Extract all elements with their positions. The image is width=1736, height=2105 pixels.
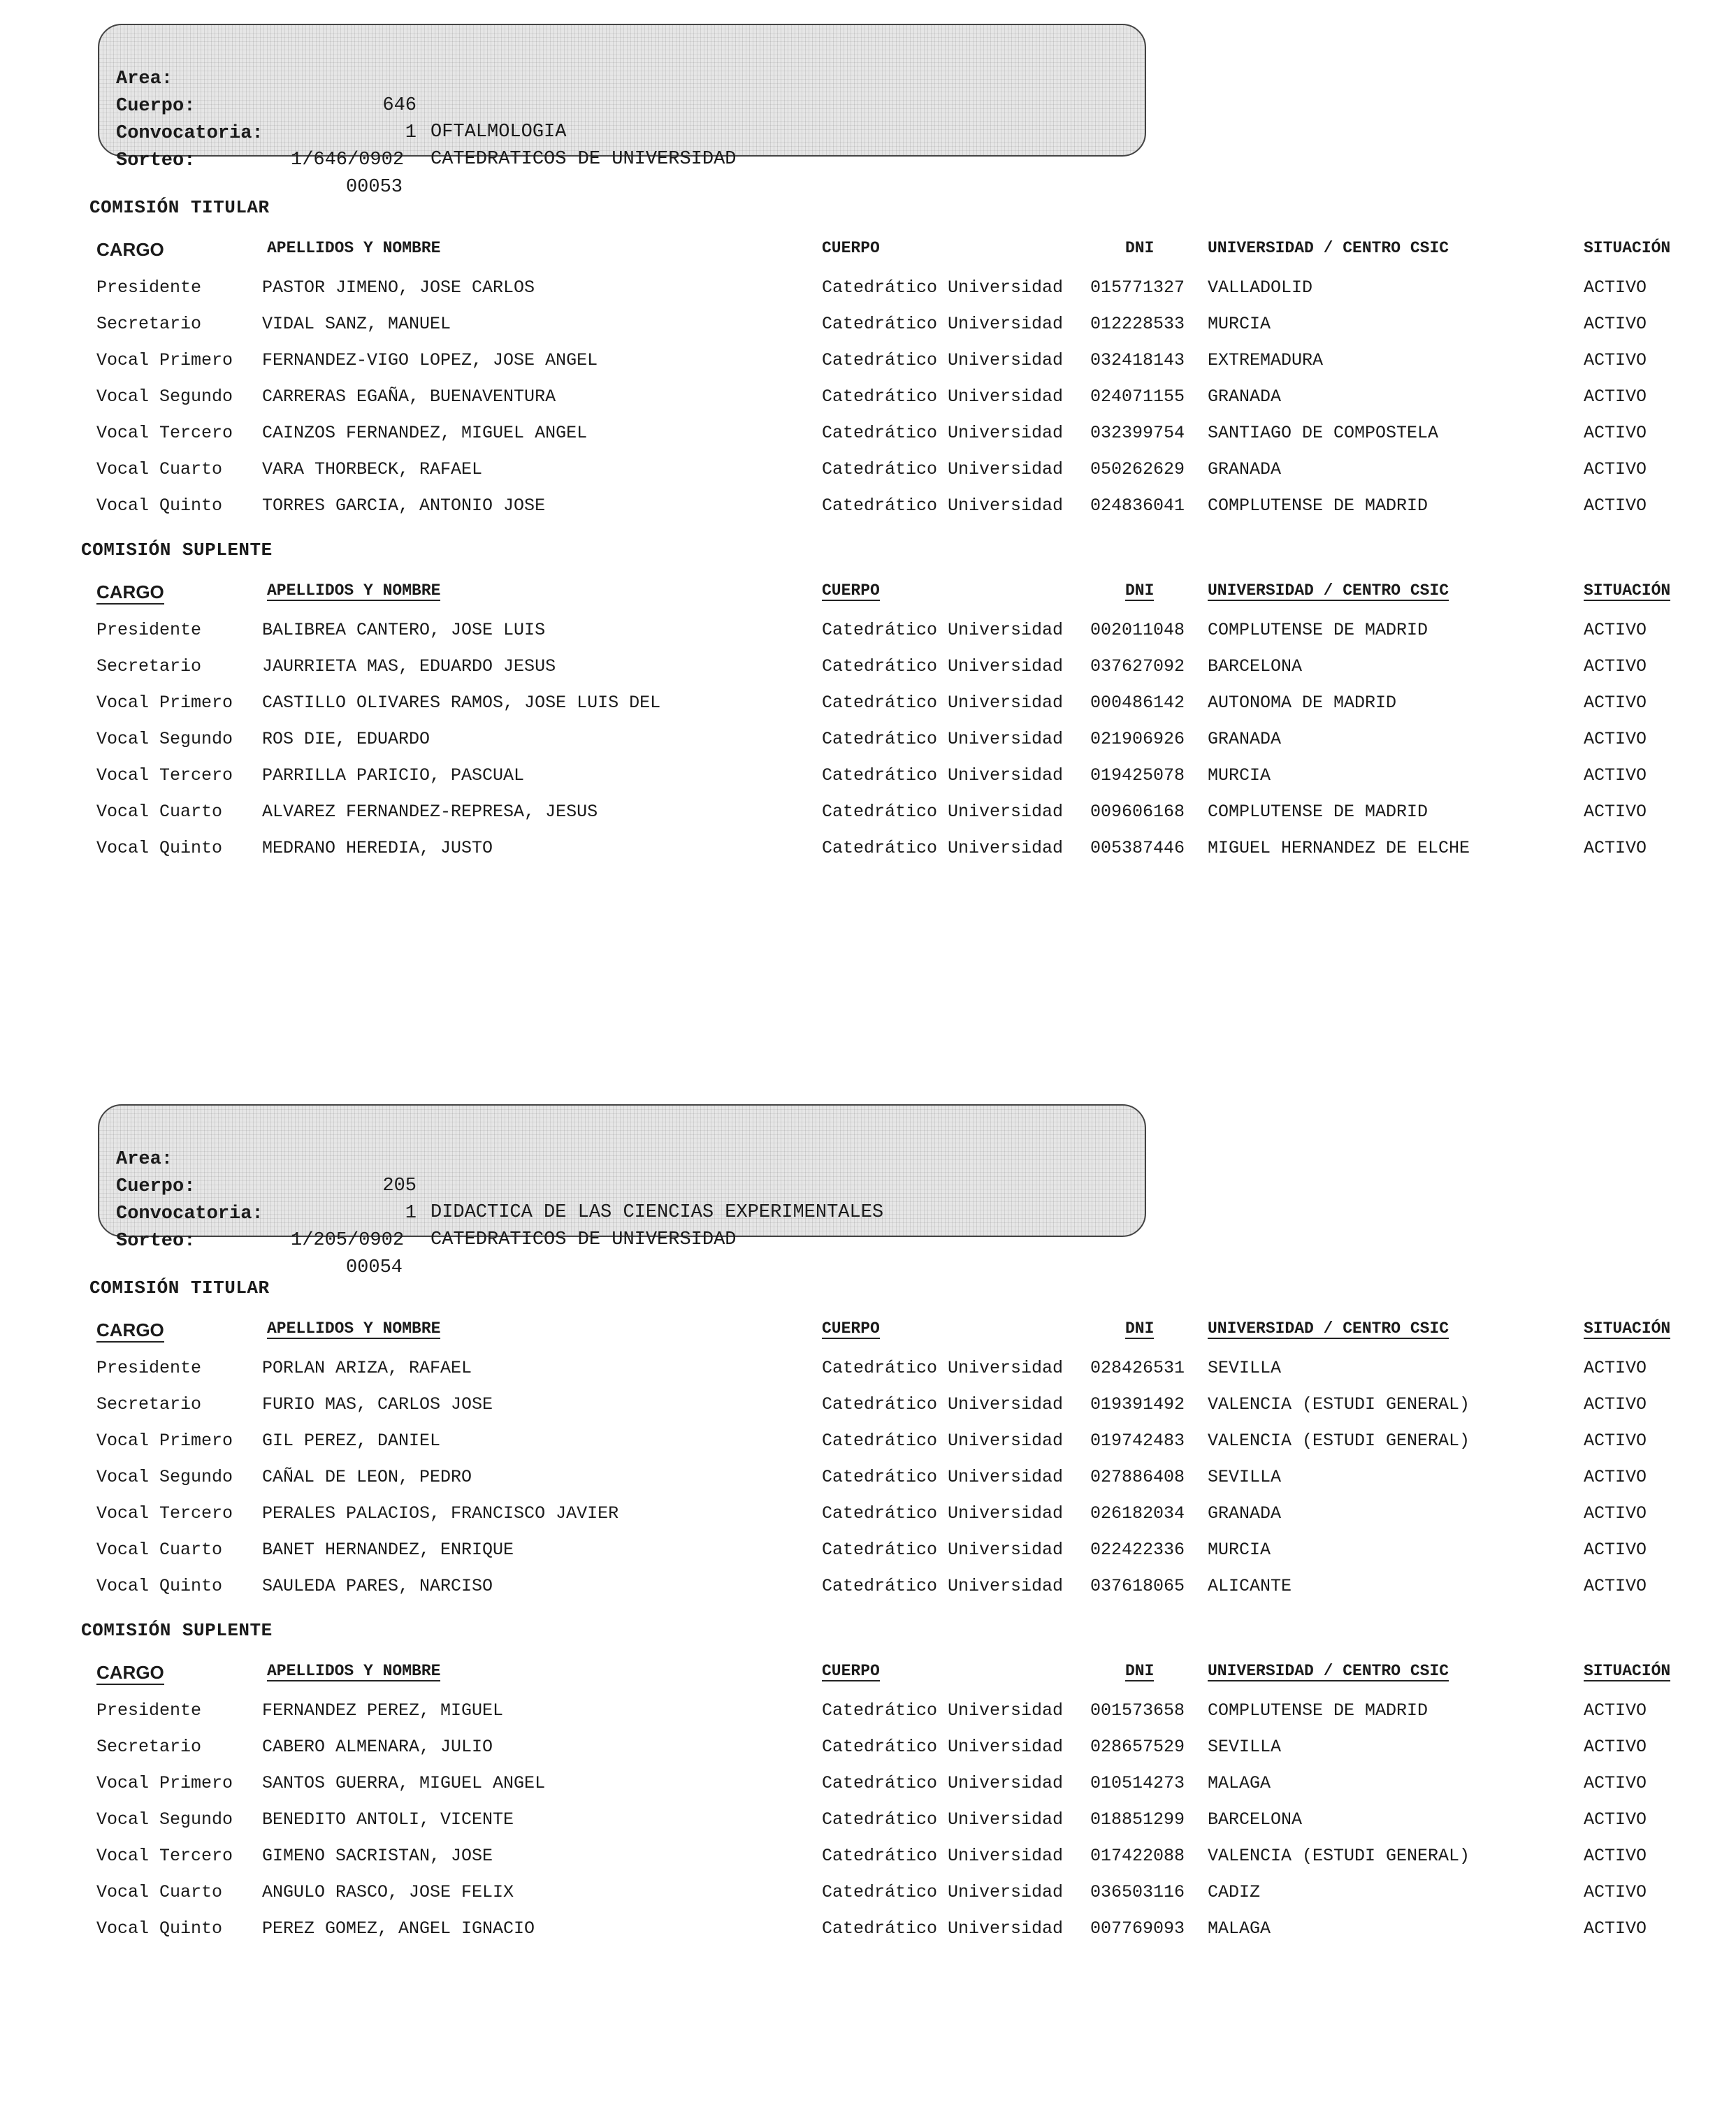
- cell-cargo: Presidente: [96, 620, 202, 640]
- cell-universidad: BARCELONA: [1208, 1809, 1303, 1830]
- cell-universidad: MIGUEL HERNANDEZ DE ELCHE: [1208, 838, 1470, 858]
- convocatoria-value: 1/205/0902: [291, 1230, 405, 1251]
- cell-dni: 032418143: [1090, 350, 1185, 370]
- table-row: [0, 834, 1736, 862]
- cell-cargo: Vocal Primero: [96, 693, 233, 713]
- cell-universidad: MALAGA: [1208, 1773, 1271, 1793]
- table-row: [0, 1427, 1736, 1455]
- cell-cuerpo: Catedrático Universidad: [822, 350, 1064, 370]
- cell-situacion: ACTIVO: [1584, 1846, 1647, 1866]
- cell-dni: 024071155: [1090, 386, 1185, 407]
- cell-universidad: SEVILLA: [1208, 1737, 1282, 1757]
- cell-cuerpo: Catedrático Universidad: [822, 1467, 1064, 1487]
- cell-nombre: VIDAL SANZ, MANUEL: [262, 314, 451, 334]
- cell-universidad: COMPLUTENSE DE MADRID: [1208, 802, 1428, 822]
- cell-cargo: Vocal Segundo: [96, 729, 233, 749]
- cell-universidad: GRANADA: [1208, 459, 1282, 479]
- cuerpo-name: CATEDRATICOS DE UNIVERSIDAD: [431, 149, 737, 170]
- cell-nombre: CAINZOS FERNANDEZ, MIGUEL ANGEL: [262, 423, 588, 443]
- cell-cuerpo: Catedrático Universidad: [822, 802, 1064, 822]
- table-row: [0, 456, 1736, 484]
- cell-dni: 001573658: [1090, 1700, 1185, 1721]
- suplente-title: COMISIÓN SUPLENTE: [81, 1620, 273, 1641]
- cell-situacion: ACTIVO: [1584, 1809, 1647, 1830]
- cell-cuerpo: Catedrático Universidad: [822, 459, 1064, 479]
- table-row: [0, 1842, 1736, 1870]
- col-cuerpo: CUERPO: [822, 581, 880, 600]
- cell-dni: 028426531: [1090, 1358, 1185, 1378]
- cell-cuerpo: Catedrático Universidad: [822, 423, 1064, 443]
- cell-nombre: FERNANDEZ-VIGO LOPEZ, JOSE ANGEL: [262, 350, 598, 370]
- col-universidad: UNIVERSIDAD / CENTRO CSIC: [1208, 1662, 1449, 1680]
- cell-cuerpo: Catedrático Universidad: [822, 314, 1064, 334]
- cell-nombre: BALIBREA CANTERO, JOSE LUIS: [262, 620, 546, 640]
- suplente-header-row: [0, 1662, 1736, 1690]
- cell-dni: 026182034: [1090, 1503, 1185, 1524]
- cell-situacion: ACTIVO: [1584, 1503, 1647, 1524]
- cell-cargo: Vocal Primero: [96, 1431, 233, 1451]
- cell-cargo: Vocal Segundo: [96, 386, 233, 407]
- area-label: Area:: [116, 68, 173, 89]
- cell-universidad: COMPLUTENSE DE MADRID: [1208, 495, 1428, 516]
- col-cargo: CARGO: [96, 581, 164, 605]
- cell-nombre: FURIO MAS, CARLOS JOSE: [262, 1394, 493, 1415]
- cell-cargo: Vocal Quinto: [96, 1576, 223, 1596]
- col-situacion: SITUACIÓN: [1584, 239, 1671, 257]
- col-cargo: CARGO: [96, 1662, 164, 1685]
- cell-cuerpo: Catedrático Universidad: [822, 656, 1064, 677]
- cell-universidad: GRANADA: [1208, 729, 1282, 749]
- cell-situacion: ACTIVO: [1584, 729, 1647, 749]
- cell-cargo: Presidente: [96, 1358, 202, 1378]
- col-universidad: UNIVERSIDAD / CENTRO CSIC: [1208, 581, 1449, 600]
- table-row: [0, 798, 1736, 826]
- col-universidad: UNIVERSIDAD / CENTRO CSIC: [1208, 1319, 1449, 1338]
- table-row: [0, 310, 1736, 338]
- cell-universidad: COMPLUTENSE DE MADRID: [1208, 620, 1428, 640]
- cell-nombre: SANTOS GUERRA, MIGUEL ANGEL: [262, 1773, 546, 1793]
- cell-universidad: BARCELONA: [1208, 656, 1303, 677]
- cell-nombre: MEDRANO HEREDIA, JUSTO: [262, 838, 493, 858]
- cell-dni: 012228533: [1090, 314, 1185, 334]
- cell-dni: 000486142: [1090, 693, 1185, 713]
- cell-universidad: MURCIA: [1208, 765, 1271, 786]
- table-row: [0, 762, 1736, 790]
- cell-dni: 021906926: [1090, 729, 1185, 749]
- col-cuerpo: CUERPO: [822, 1662, 880, 1680]
- col-situacion: SITUACIÓN: [1584, 1662, 1671, 1680]
- cell-cuerpo: Catedrático Universidad: [822, 1540, 1064, 1560]
- area-name: OFTALMOLOGIA: [431, 122, 567, 143]
- table-row: [0, 1806, 1736, 1834]
- col-cuerpo: CUERPO: [822, 1319, 880, 1338]
- table-row: [0, 689, 1736, 717]
- cell-cuerpo: Catedrático Universidad: [822, 765, 1064, 786]
- cell-dni: 037618065: [1090, 1576, 1185, 1596]
- table-row: [0, 1879, 1736, 1907]
- cell-cuerpo: Catedrático Universidad: [822, 1394, 1064, 1415]
- cell-situacion: ACTIVO: [1584, 838, 1647, 858]
- cell-cargo: Vocal Cuarto: [96, 1540, 223, 1560]
- cell-situacion: ACTIVO: [1584, 495, 1647, 516]
- cell-dni: 024836041: [1090, 495, 1185, 516]
- cell-dni: 007769093: [1090, 1918, 1185, 1939]
- cell-situacion: ACTIVO: [1584, 350, 1647, 370]
- cell-cuerpo: Catedrático Universidad: [822, 1700, 1064, 1721]
- cell-nombre: SAULEDA PARES, NARCISO: [262, 1576, 493, 1596]
- cell-universidad: SEVILLA: [1208, 1358, 1282, 1378]
- cell-dni: 005387446: [1090, 838, 1185, 858]
- table-row: [0, 1572, 1736, 1600]
- table-row: [0, 1500, 1736, 1528]
- cell-cargo: Vocal Cuarto: [96, 459, 223, 479]
- sorteo-value: 00053: [345, 177, 403, 198]
- col-cuerpo: CUERPO: [822, 239, 880, 257]
- cell-nombre: CABERO ALMENARA, JULIO: [262, 1737, 493, 1757]
- col-dni: DNI: [1125, 1319, 1155, 1338]
- cell-cuerpo: Catedrático Universidad: [822, 729, 1064, 749]
- col-cargo: CARGO: [96, 239, 164, 260]
- cell-universidad: COMPLUTENSE DE MADRID: [1208, 1700, 1428, 1721]
- area-header-box: [98, 1104, 1146, 1278]
- cell-cargo: Secretario: [96, 656, 202, 677]
- cell-dni: 019742483: [1090, 1431, 1185, 1451]
- cell-situacion: ACTIVO: [1584, 1773, 1647, 1793]
- cell-cargo: Secretario: [96, 1394, 202, 1415]
- cell-dni: 018851299: [1090, 1809, 1185, 1830]
- col-dni: DNI: [1125, 239, 1155, 257]
- col-cargo: CARGO: [96, 1319, 164, 1343]
- cell-situacion: ACTIVO: [1584, 1394, 1647, 1415]
- cell-situacion: ACTIVO: [1584, 693, 1647, 713]
- cell-cargo: Vocal Segundo: [96, 1809, 233, 1830]
- titular-title: COMISIÓN TITULAR: [89, 1278, 270, 1299]
- cell-cargo: Vocal Tercero: [96, 423, 233, 443]
- cell-cargo: Vocal Primero: [96, 1773, 233, 1793]
- cell-cuerpo: Catedrático Universidad: [822, 495, 1064, 516]
- cell-cargo: Vocal Tercero: [96, 765, 233, 786]
- cell-dni: 002011048: [1090, 620, 1185, 640]
- sorteo-value: 00054: [345, 1257, 403, 1278]
- cell-nombre: PASTOR JIMENO, JOSE CARLOS: [262, 277, 535, 298]
- cell-universidad: MURCIA: [1208, 1540, 1271, 1560]
- suplente-header-row: [0, 581, 1736, 609]
- table-row: [0, 1770, 1736, 1797]
- cell-cargo: Vocal Primero: [96, 350, 233, 370]
- cell-situacion: ACTIVO: [1584, 277, 1647, 298]
- cell-cargo: Presidente: [96, 277, 202, 298]
- cell-universidad: GRANADA: [1208, 386, 1282, 407]
- area-label: Area:: [116, 1149, 173, 1170]
- convocatoria-value: 1/646/0902: [291, 150, 405, 171]
- cell-situacion: ACTIVO: [1584, 1700, 1647, 1721]
- cell-cargo: Vocal Segundo: [96, 1467, 233, 1487]
- cell-nombre: ALVAREZ FERNANDEZ-REPRESA, JESUS: [262, 802, 598, 822]
- table-row: [0, 274, 1736, 302]
- cell-nombre: CARRERAS EGAÑA, BUENAVENTURA: [262, 386, 556, 407]
- cell-dni: 017422088: [1090, 1846, 1185, 1866]
- cuerpo-name: CATEDRATICOS DE UNIVERSIDAD: [431, 1229, 737, 1250]
- cuerpo-label: Cuerpo:: [116, 96, 196, 117]
- cell-cargo: Secretario: [96, 1737, 202, 1757]
- cell-situacion: ACTIVO: [1584, 1882, 1647, 1902]
- cell-dni: 037627092: [1090, 656, 1185, 677]
- cell-situacion: ACTIVO: [1584, 1431, 1647, 1451]
- table-row: [0, 653, 1736, 681]
- table-row: [0, 1915, 1736, 1943]
- cell-cuerpo: Catedrático Universidad: [822, 693, 1064, 713]
- area-code: 205: [382, 1176, 417, 1196]
- cell-nombre: FERNANDEZ PEREZ, MIGUEL: [262, 1700, 504, 1721]
- cell-cuerpo: Catedrático Universidad: [822, 1918, 1064, 1939]
- cell-dni: 036503116: [1090, 1882, 1185, 1902]
- cell-universidad: VALENCIA (ESTUDI GENERAL): [1208, 1846, 1470, 1866]
- cell-cuerpo: Catedrático Universidad: [822, 1809, 1064, 1830]
- cell-nombre: BANET HERNANDEZ, ENRIQUE: [262, 1540, 514, 1560]
- col-universidad: UNIVERSIDAD / CENTRO CSIC: [1208, 239, 1449, 257]
- table-row: [0, 1697, 1736, 1725]
- cell-cuerpo: Catedrático Universidad: [822, 1503, 1064, 1524]
- cell-situacion: ACTIVO: [1584, 1576, 1647, 1596]
- table-row: [0, 347, 1736, 375]
- cell-nombre: GIMENO SACRISTAN, JOSE: [262, 1846, 493, 1866]
- table-row: [0, 419, 1736, 447]
- cell-dni: 050262629: [1090, 459, 1185, 479]
- convocatoria-label: Convocatoria:: [116, 123, 263, 144]
- cuerpo-code: 1: [405, 122, 417, 143]
- table-row: [0, 616, 1736, 644]
- sorteo-label: Sorteo:: [116, 150, 196, 171]
- cell-nombre: VARA THORBECK, RAFAEL: [262, 459, 483, 479]
- cell-situacion: ACTIVO: [1584, 1467, 1647, 1487]
- cell-dni: 009606168: [1090, 802, 1185, 822]
- cell-nombre: PERALES PALACIOS, FRANCISCO JAVIER: [262, 1503, 619, 1524]
- table-row: [0, 383, 1736, 411]
- cell-cargo: Vocal Quinto: [96, 495, 223, 516]
- col-dni: DNI: [1125, 1662, 1155, 1680]
- cell-cargo: Vocal Tercero: [96, 1503, 233, 1524]
- cell-universidad: SANTIAGO DE COMPOSTELA: [1208, 423, 1439, 443]
- cell-dni: 028657529: [1090, 1737, 1185, 1757]
- cell-situacion: ACTIVO: [1584, 765, 1647, 786]
- cell-situacion: ACTIVO: [1584, 459, 1647, 479]
- cell-nombre: JAURRIETA MAS, EDUARDO JESUS: [262, 656, 556, 677]
- cell-situacion: ACTIVO: [1584, 620, 1647, 640]
- cell-cuerpo: Catedrático Universidad: [822, 1737, 1064, 1757]
- table-row: [0, 1463, 1736, 1491]
- col-dni: DNI: [1125, 581, 1155, 600]
- cell-dni: 019391492: [1090, 1394, 1185, 1415]
- convocatoria-label: Convocatoria:: [116, 1203, 263, 1224]
- col-nombre: APELLIDOS Y NOMBRE: [267, 1662, 441, 1680]
- cuerpo-label: Cuerpo:: [116, 1176, 196, 1197]
- cell-universidad: CADIZ: [1208, 1882, 1261, 1902]
- cell-situacion: ACTIVO: [1584, 386, 1647, 407]
- table-row: [0, 492, 1736, 520]
- cell-nombre: ANGULO RASCO, JOSE FELIX: [262, 1882, 514, 1902]
- cell-cargo: Vocal Cuarto: [96, 1882, 223, 1902]
- cell-universidad: VALENCIA (ESTUDI GENERAL): [1208, 1394, 1470, 1415]
- cell-cuerpo: Catedrático Universidad: [822, 1431, 1064, 1451]
- cell-universidad: VALENCIA (ESTUDI GENERAL): [1208, 1431, 1470, 1451]
- cell-cuerpo: Catedrático Universidad: [822, 1773, 1064, 1793]
- cell-universidad: SEVILLA: [1208, 1467, 1282, 1487]
- cell-cuerpo: Catedrático Universidad: [822, 386, 1064, 407]
- col-situacion: SITUACIÓN: [1584, 581, 1671, 600]
- area-name: DIDACTICA DE LAS CIENCIAS EXPERIMENTALES: [431, 1202, 884, 1223]
- cell-nombre: CASTILLO OLIVARES RAMOS, JOSE LUIS DEL: [262, 693, 661, 713]
- cell-cuerpo: Catedrático Universidad: [822, 838, 1064, 858]
- cell-cargo: Vocal Cuarto: [96, 802, 223, 822]
- cell-cuerpo: Catedrático Universidad: [822, 1358, 1064, 1378]
- cell-situacion: ACTIVO: [1584, 1358, 1647, 1378]
- cell-universidad: GRANADA: [1208, 1503, 1282, 1524]
- cell-universidad: VALLADOLID: [1208, 277, 1313, 298]
- cell-cargo: Presidente: [96, 1700, 202, 1721]
- cell-dni: 010514273: [1090, 1773, 1185, 1793]
- cell-cuerpo: Catedrático Universidad: [822, 620, 1064, 640]
- cell-situacion: ACTIVO: [1584, 1737, 1647, 1757]
- cell-cuerpo: Catedrático Universidad: [822, 277, 1064, 298]
- cuerpo-code: 1: [405, 1203, 417, 1224]
- cell-cuerpo: Catedrático Universidad: [822, 1846, 1064, 1866]
- cell-universidad: AUTONOMA DE MADRID: [1208, 693, 1397, 713]
- cell-cargo: Vocal Quinto: [96, 1918, 223, 1939]
- cell-cargo: Vocal Quinto: [96, 838, 223, 858]
- cell-dni: 015771327: [1090, 277, 1185, 298]
- table-row: [0, 1391, 1736, 1419]
- cell-universidad: ALICANTE: [1208, 1576, 1292, 1596]
- cell-dni: 032399754: [1090, 423, 1185, 443]
- table-row: [0, 1733, 1736, 1761]
- cell-universidad: MALAGA: [1208, 1918, 1271, 1939]
- sorteo-label: Sorteo:: [116, 1231, 196, 1252]
- table-row: [0, 725, 1736, 753]
- col-nombre: APELLIDOS Y NOMBRE: [267, 581, 441, 600]
- cell-nombre: TORRES GARCIA, ANTONIO JOSE: [262, 495, 546, 516]
- cell-nombre: PORLAN ARIZA, RAFAEL: [262, 1358, 472, 1378]
- cell-cuerpo: Catedrático Universidad: [822, 1882, 1064, 1902]
- cell-cuerpo: Catedrático Universidad: [822, 1576, 1064, 1596]
- cell-situacion: ACTIVO: [1584, 802, 1647, 822]
- titular-header-row: [0, 239, 1736, 267]
- cell-dni: 019425078: [1090, 765, 1185, 786]
- cell-dni: 027886408: [1090, 1467, 1185, 1487]
- cell-nombre: ROS DIE, EDUARDO: [262, 729, 431, 749]
- cell-cargo: Vocal Tercero: [96, 1846, 233, 1866]
- cell-situacion: ACTIVO: [1584, 314, 1647, 334]
- titular-title: COMISIÓN TITULAR: [89, 197, 270, 218]
- area-code: 646: [382, 95, 417, 116]
- cell-universidad: EXTREMADURA: [1208, 350, 1324, 370]
- cell-situacion: ACTIVO: [1584, 1540, 1647, 1560]
- cell-situacion: ACTIVO: [1584, 656, 1647, 677]
- cell-situacion: ACTIVO: [1584, 423, 1647, 443]
- cell-cargo: Secretario: [96, 314, 202, 334]
- titular-header-row: [0, 1319, 1736, 1347]
- cell-nombre: GIL PEREZ, DANIEL: [262, 1431, 441, 1451]
- col-situacion: SITUACIÓN: [1584, 1319, 1671, 1338]
- cell-nombre: PARRILLA PARICIO, PASCUAL: [262, 765, 525, 786]
- table-row: [0, 1354, 1736, 1382]
- cell-dni: 022422336: [1090, 1540, 1185, 1560]
- cell-nombre: BENEDITO ANTOLI, VICENTE: [262, 1809, 514, 1830]
- col-nombre: APELLIDOS Y NOMBRE: [267, 1319, 441, 1338]
- cell-nombre: PEREZ GOMEZ, ANGEL IGNACIO: [262, 1918, 535, 1939]
- table-row: [0, 1536, 1736, 1564]
- cell-universidad: MURCIA: [1208, 314, 1271, 334]
- col-nombre: APELLIDOS Y NOMBRE: [267, 239, 441, 257]
- cell-nombre: CAÑAL DE LEON, PEDRO: [262, 1467, 472, 1487]
- area-header-box: [98, 24, 1146, 198]
- suplente-title: COMISIÓN SUPLENTE: [81, 540, 273, 560]
- cell-situacion: ACTIVO: [1584, 1918, 1647, 1939]
